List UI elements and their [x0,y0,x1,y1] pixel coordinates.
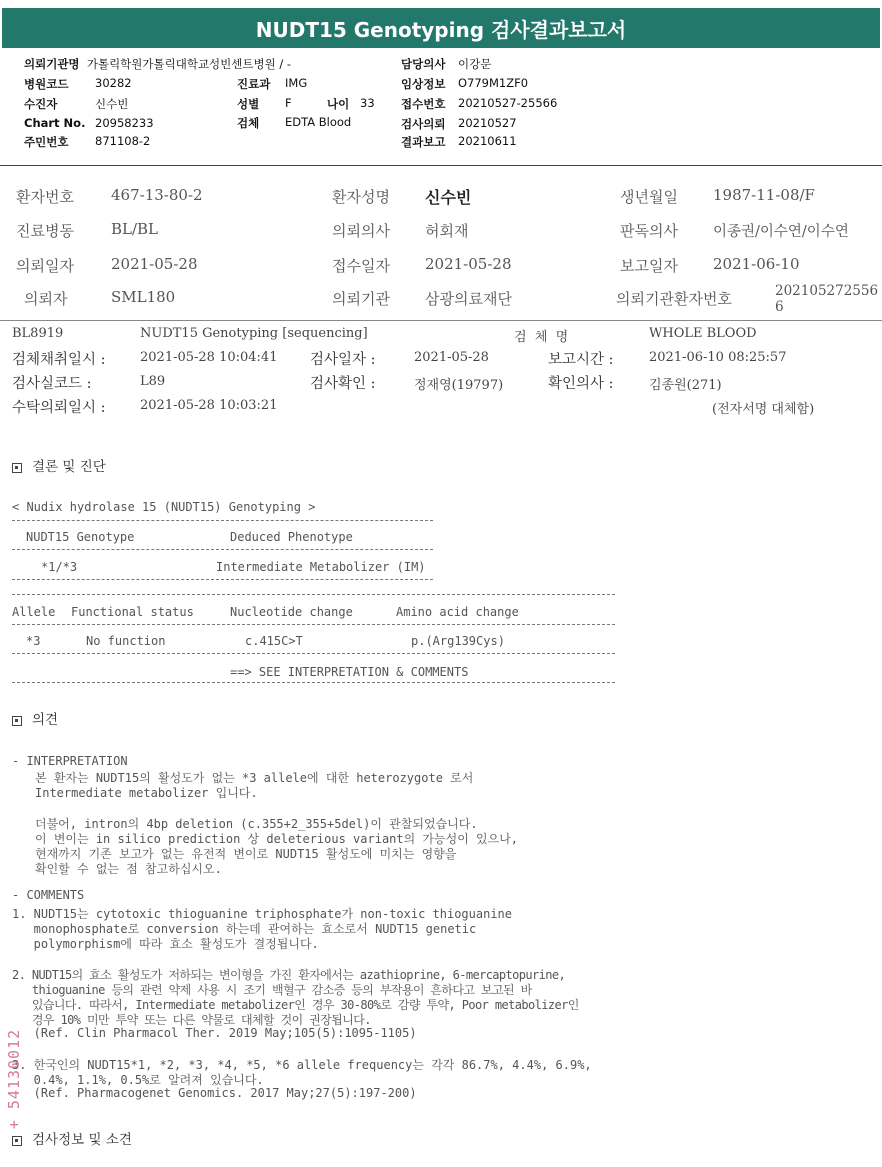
testdate-value: 2021-05-28 [414,350,489,365]
collect-value: 2021-05-28 10:04:41 [140,350,278,365]
header-right-2-value: 20210527-25566 [458,96,558,110]
header-left-3: Chart No. [24,116,86,130]
pinfo-divider [0,320,882,321]
genotype-value: *1/*3 [41,560,78,574]
header-left-3-value: 20958233 [95,116,154,130]
dashed-rule [12,682,615,683]
header-age-label: 나이 [327,97,350,111]
pinfo-label: 환자성명 [332,188,390,206]
comment-line: (Ref. Clin Pharmacol Ther. 2019 May;105(5):1095-1105) [12,1026,417,1040]
commission-label: 수탁의뢰일시 : [12,400,106,416]
confirm-label: 검사확인 : [310,376,376,392]
pinfo-label: 판독의사 [620,222,678,240]
interp-line: 이 변이는 in silico prediction 상 deleterious variant의 가능성이 있으나, [35,832,519,846]
commission-value: 2021-05-28 10:03:21 [140,398,278,413]
genotype-subtitle: < Nudix hydrolase 15 (NUDT15) Genotyping > [12,500,316,514]
dashed-rule [12,520,433,521]
doctor-label: 확인의사 : [548,376,614,392]
header-right-3-value: 20210527 [458,116,517,130]
comment-line: 있습니다. 따라서, Intermediate metabolizer인 경우 30-80%로 감량 투약, Poor metabolizer인 [12,998,579,1012]
reporttime-value: 2021-06-10 08:25:57 [649,350,787,365]
interp-line: 확인할 수 없는 점 참고하십시오. [35,862,222,876]
pinfo-value: BL/BL [111,220,159,238]
functional-status-value: No function [86,634,166,648]
pinfo-value: 467-13-80-2 [111,186,203,204]
section-box-icon [12,716,22,726]
header-right-1-label: 임상정보 [401,77,446,91]
report-title: NUDT15 Genotyping 검사결과보고서 [255,17,627,42]
comment-line: 경우 10% 미만 투약 또는 다른 약물로 대체할 것이 권장됩니다. [12,1013,371,1027]
comment-line: 2. NUDT15의 효소 활성도가 저하되는 변이형을 가진 환자에서는 azathioprine, 6-mercaptopurine, [12,968,566,982]
comment-line: 1. NUDT15는 cytotoxic thioguanine triphosphate가 non-toxic thioguanine [12,907,513,921]
dashed-rule [12,653,615,654]
interpretation-title: - INTERPRETATION [12,754,128,768]
pinfo-value: 2021-06-10 [713,255,800,273]
header-divider [0,165,882,166]
test-code: BL8919 [12,326,64,341]
header-right-4-label: 결과보고 [401,135,446,149]
comment-line: monophosphate로 conversion 하는데 관여하는 효소로서 NUDT15 genetic [12,922,477,936]
header-right-0-label: 담당의사 [401,57,446,71]
header-left-2: 수진자 [24,97,58,111]
pinfo-label: 의뢰기관환자번호 [616,290,732,308]
dashed-rule [12,594,615,595]
header-right-0-value: 이강문 [458,57,492,71]
header-mid-1-value: F [285,96,292,110]
pinfo-value: 삼광의료재단 [425,290,512,308]
pinfo-value: 1987-11-08/F [713,186,815,204]
test-name: NUDT15 Genotyping [sequencing] [140,326,368,341]
allele-value: *3 [26,634,41,648]
interp-line: 본 환자는 NUDT15의 활성도가 없는 *3 allele에 대한 heterozygote 로서 [35,771,474,785]
comment-line: polymorphism에 따라 효소 활성도가 결정됩니다. [12,937,319,951]
pinfo-label: 의뢰의사 [332,222,390,240]
pinfo-label: 진료병동 [16,222,74,240]
dashed-rule [12,624,615,625]
pinfo-label: 접수일자 [332,257,390,275]
header-left-0: 의뢰기관명 가톨릭학원가톨릭대학교성빈센트병원 / - [24,57,292,71]
header-mid-2-value: EDTA Blood [285,115,352,129]
comment-line: (Ref. Pharmacogenet Genomics. 2017 May;27(5):197-200) [12,1086,417,1100]
section-box-icon [12,1136,22,1146]
testdate-label: 검사일자 : [310,352,376,368]
pinfo-value: 2021-05-28 [425,255,512,273]
header-left-1: 병원코드 [24,77,69,91]
amino-header: Amino acid change [396,605,519,619]
header-mid-1-label: 성별 [237,97,260,111]
comment-line: 3. 한국인의 NUDT15*1, *2, *3, *4, *5, *6 allele frequency는 각각 86.7%, 4.4%, 6.9%, [12,1058,592,1072]
phenotype-header: Deduced Phenotype [230,530,353,544]
confirm-value: 정재영(19797) [414,378,504,393]
header-mid-0-label: 진료과 [237,77,271,91]
pinfo-value: 2021-05-28 [111,255,198,273]
interp-line: 더불어, intron의 4bp deletion (c.355+2_355+5del)이 관찰되었습니다. [35,817,478,831]
report-title-bar [2,8,880,48]
nucleotide-header: Nucleotide change [230,605,353,619]
section-box-icon [12,463,22,473]
side-stamp: + 54130012 [5,1028,24,1130]
dashed-rule [12,549,433,550]
esign-note: (전자서명 대체함) [712,402,815,417]
pinfo-label: 환자번호 [16,188,74,206]
comment-line: thioguanine 등의 관련 약제 사용 시 조기 백혈구 감소증 등의 부작용이 흔하다고 보고된 바 [12,983,532,997]
header-mid-0-value: IMG [285,76,308,90]
header-right-1-value: O779M1ZF0 [458,76,529,90]
comment-line: 0.4%, 1.1%, 0.5%로 알려져 있습니다. [12,1073,264,1087]
header-mid-2-label: 검체 [237,116,260,130]
allele-header: Allele [12,605,56,619]
pinfo-label: 의뢰자 [24,290,68,308]
pinfo-label: 보고일자 [620,257,678,275]
functional-status-header: Functional status [71,605,194,619]
header-age-value: 33 [360,96,375,110]
exam-info-heading: 검사정보 및 소견 [12,1128,132,1148]
header-left-4: 주민번호 [24,135,69,149]
see-interpretation: ==> SEE INTERPRETATION & COMMENTS [230,665,469,679]
comments-title: - COMMENTS [12,888,85,902]
lab-value: L89 [140,374,166,389]
genotype-header: NUDT15 Genotype [26,530,135,544]
conclusion-heading: 결론 및 진단 [12,455,106,475]
collect-label: 검체채취일시 : [12,352,106,368]
pinfo-label: 의뢰일자 [16,257,74,275]
nucleotide-value: c.415C>T [245,634,303,648]
reporttime-label: 보고시간 : [548,352,614,368]
pinfo-value: SML180 [111,288,176,306]
patient-name: 신수빈 [425,188,472,207]
opinion-heading: 의견 [12,708,58,728]
header-left-1-value: 30282 [95,76,132,90]
lab-label: 검사실코드 : [12,376,92,392]
header-left-4-value: 871108-2 [95,134,151,148]
pinfo-value: 허회재 [425,222,469,240]
dashed-rule [12,579,433,580]
pinfo-value: 이종권/이수연/이수연 [713,224,849,240]
interp-line: 현재까지 기존 보고가 없는 유전적 변이로 NUDT15 활성도에 미치는 영향을 [35,847,457,861]
header-right-2-label: 접수번호 [401,97,446,111]
pinfo-label: 의뢰기관 [332,290,390,308]
pinfo-value-cont: 6 [775,299,784,315]
header-left-2-value: 신수빈 [95,97,129,111]
pinfo-value: 202105272556 [775,283,879,299]
header-right-4-value: 20210611 [458,134,517,148]
interp-line: Intermediate metabolizer 입니다. [35,786,258,800]
header-right-3-label: 검사의뢰 [401,117,446,131]
specimen-value: WHOLE BLOOD [649,326,757,341]
doctor-value: 김종원(271) [649,378,722,393]
amino-value: p.(Arg139Cys) [411,634,505,648]
specimen-label: 검 체 명 [514,330,569,345]
phenotype-value: Intermediate Metabolizer (IM) [216,560,426,574]
pinfo-label: 생년월일 [620,188,678,206]
